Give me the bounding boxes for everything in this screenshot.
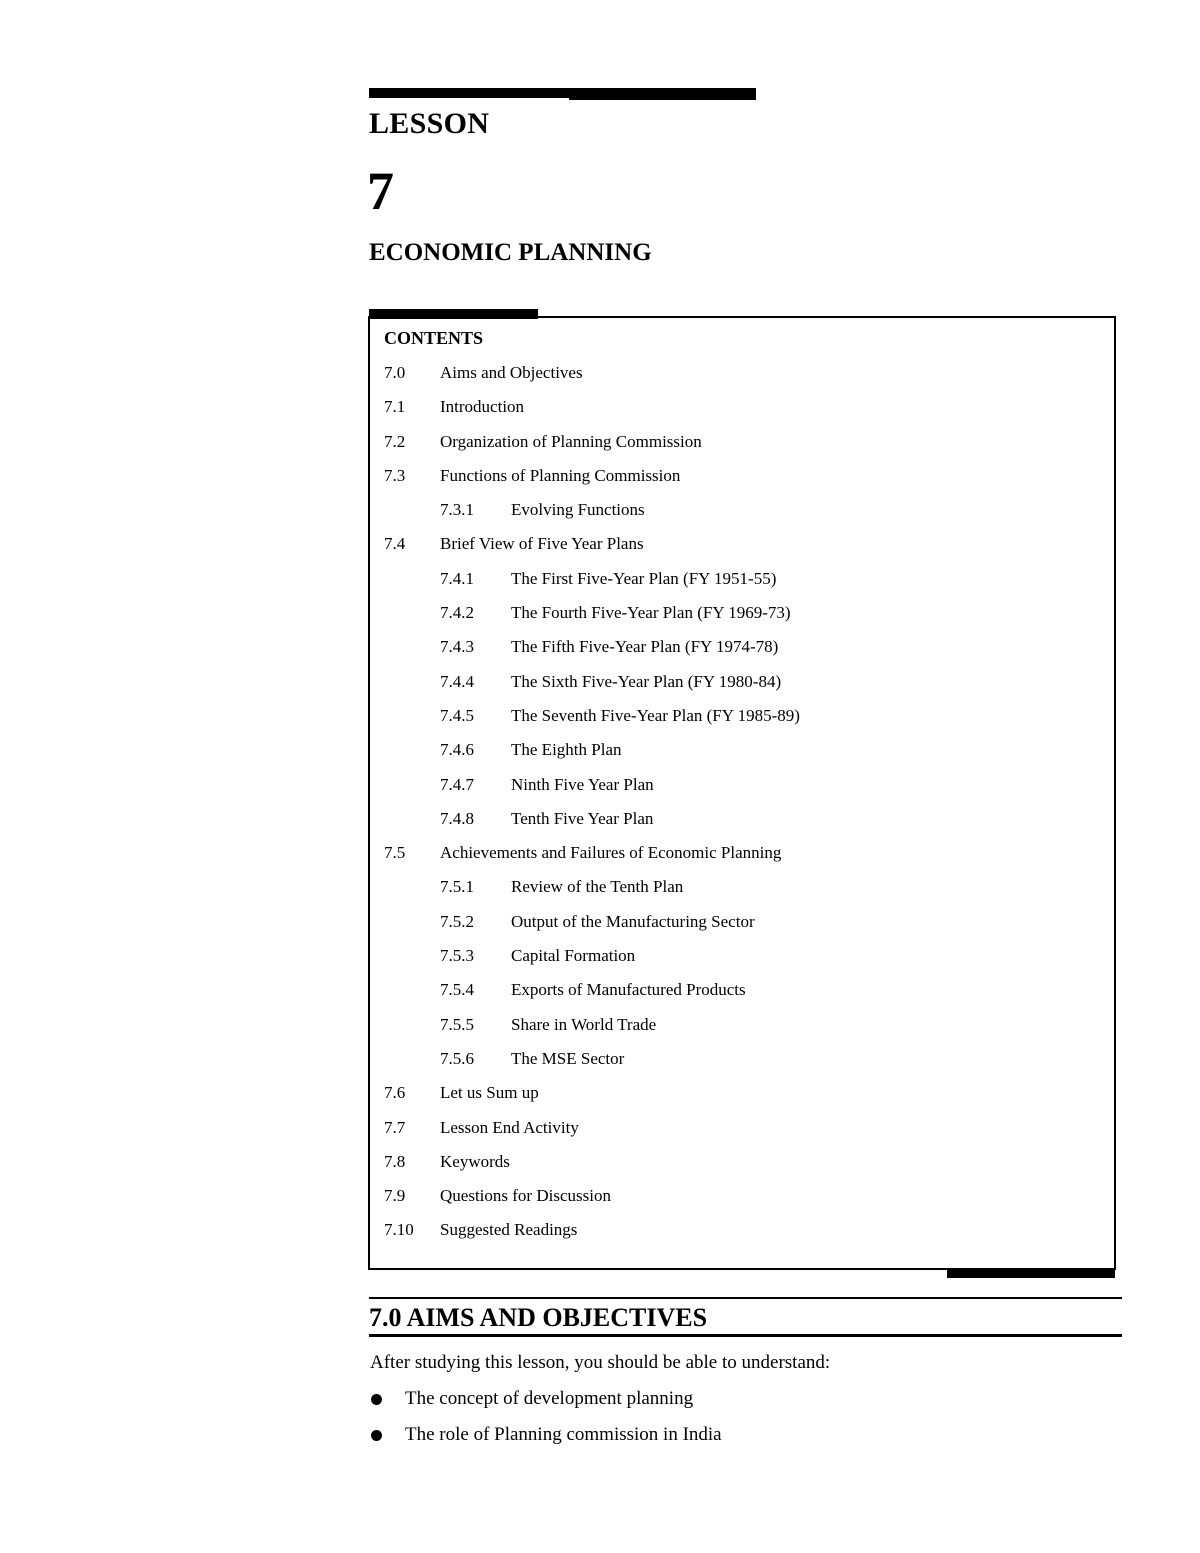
- toc-entry-number: 7.9: [384, 1186, 406, 1206]
- toc-entry: [384, 430, 1104, 464]
- toc-entry: [384, 704, 1104, 738]
- lesson-title: ECONOMIC PLANNING: [369, 239, 652, 266]
- toc-entry-title: Review of the Tenth Plan: [511, 877, 684, 897]
- lesson-label: LESSON: [369, 107, 490, 140]
- toc-entry: [384, 567, 1104, 601]
- toc-entry-title: Exports of Manufactured Products: [511, 980, 746, 1000]
- toc-entry: [384, 807, 1104, 841]
- toc-entry-title: Lesson End Activity: [440, 1117, 579, 1137]
- toc-entry-number: 7.4: [384, 534, 406, 554]
- toc-entry-title: The Fifth Five-Year Plan (FY 1974-78): [511, 637, 779, 657]
- toc-entry-title: Functions of Planning Commission: [440, 465, 681, 485]
- section-intro-text: After studying this lesson, you should be able to understand:: [370, 1352, 831, 1373]
- toc-entry-title: Aims and Objectives: [440, 363, 583, 382]
- section-rule-bottom: [369, 1334, 1122, 1337]
- contents-box-bottom-bar: [947, 1269, 1115, 1278]
- toc-entry: [384, 1116, 1104, 1150]
- toc-entry-number: 7.4.7: [440, 774, 474, 794]
- toc-entry-title: Suggested Readings: [440, 1220, 578, 1240]
- bullet-dot-icon: [371, 1394, 382, 1405]
- toc-entry: [384, 670, 1104, 704]
- toc-entry-title: The MSE Sector: [511, 1048, 625, 1068]
- section-heading: 7.0 AIMS AND OBJECTIVES: [369, 1303, 708, 1332]
- toc-entry-title: The Sixth Five-Year Plan (FY 1980-84): [511, 671, 782, 691]
- toc-entry: [384, 361, 1104, 395]
- toc-entry-number: 7.4.4: [440, 671, 474, 691]
- toc-entry-number: 7.5.6: [440, 1048, 474, 1068]
- toc-entry: [384, 978, 1104, 1012]
- toc-entry: [384, 395, 1104, 429]
- toc-entry: [384, 1013, 1104, 1047]
- toc-entry-title: The Fourth Five-Year Plan (FY 1969-73): [511, 603, 791, 623]
- toc-entry: [384, 1184, 1104, 1218]
- toc-entry: [384, 875, 1104, 909]
- toc-entry-title: Introduction: [440, 397, 525, 417]
- toc-entry-number: 7.6: [384, 1083, 406, 1103]
- toc-entry: [384, 910, 1104, 944]
- toc-entry-number: 7.3: [384, 465, 406, 485]
- toc-entry: [384, 601, 1104, 635]
- toc-entry-number: 7.4.8: [440, 808, 474, 828]
- toc-entry-title: Share in World Trade: [511, 1014, 657, 1034]
- toc-entry-title: Tenth Five Year Plan: [511, 808, 654, 828]
- toc-entry-number: 7.10: [384, 1220, 414, 1240]
- header-top-rule: [369, 88, 756, 100]
- toc-entry: [384, 1150, 1104, 1184]
- toc-entry-number: 7.5: [384, 843, 406, 863]
- toc-entry: [384, 635, 1104, 669]
- toc-entry-number: 7.4.3: [440, 637, 474, 657]
- toc-entry-number: 7.3.1: [440, 500, 474, 520]
- toc-entry-number: 7.0: [384, 363, 406, 382]
- toc-entry-number: 7.5.2: [440, 911, 474, 931]
- toc-entry-title: Output of the Manufacturing Sector: [511, 911, 755, 931]
- toc-entry-number: 7.5.3: [440, 946, 474, 966]
- toc-entry-number: 7.5.4: [440, 980, 474, 1000]
- toc-entry-number: 7.2: [384, 431, 406, 451]
- toc-entry: [384, 738, 1104, 772]
- toc-entry-number: 7.4.1: [440, 568, 474, 588]
- toc-entry: [384, 773, 1104, 807]
- objective-text: The role of Planning commission in India: [405, 1424, 722, 1445]
- toc-entry: [384, 944, 1104, 978]
- toc-entry-number: 7.5.5: [440, 1014, 474, 1034]
- toc-entry: [384, 498, 1104, 532]
- toc-entry-number: 7.5.1: [440, 877, 474, 897]
- toc-entry-title: Brief View of Five Year Plans: [440, 534, 644, 554]
- lesson-number: 7: [367, 161, 394, 221]
- toc-entry-title: The First Five-Year Plan (FY 1951-55): [511, 568, 777, 588]
- toc-entry: [384, 1047, 1104, 1081]
- toc-entry-title: Organization of Planning Commission: [440, 431, 702, 451]
- toc-entry-title: Ninth Five Year Plan: [511, 774, 654, 794]
- toc-entry-number: 7.1: [384, 397, 406, 417]
- toc-entry: [384, 464, 1104, 498]
- toc-entry: [384, 532, 1104, 566]
- toc-entry: [384, 1218, 1104, 1252]
- toc-entry-title: Questions for Discussion: [440, 1186, 611, 1206]
- table-of-contents: [384, 361, 1104, 1253]
- toc-entry-number: 7.7: [384, 1117, 406, 1137]
- toc-entry-title: Keywords: [440, 1151, 510, 1171]
- toc-entry-number: 7.8: [384, 1151, 406, 1171]
- toc-entry-number: 7.4.6: [440, 740, 474, 760]
- toc-entry-title: Evolving Functions: [511, 500, 645, 520]
- contents-heading: CONTENTS: [384, 328, 484, 348]
- toc-entry-number: 7.4.5: [440, 705, 474, 725]
- objective-text: The concept of development planning: [405, 1388, 694, 1409]
- toc-entry-title: Achievements and Failures of Economic Planning: [440, 843, 782, 863]
- section-rule-top: [369, 1297, 1122, 1299]
- toc-entry-title: The Eighth Plan: [511, 740, 622, 760]
- bullet-dot-icon: [371, 1430, 382, 1441]
- toc-entry-title: Let us Sum up: [440, 1083, 539, 1103]
- toc-entry-title: The Seventh Five-Year Plan (FY 1985-89): [511, 705, 800, 725]
- toc-entry: [384, 841, 1104, 875]
- toc-entry-title: Capital Formation: [511, 946, 636, 966]
- toc-entry: [384, 1081, 1104, 1115]
- toc-entry-number: 7.4.2: [440, 603, 474, 623]
